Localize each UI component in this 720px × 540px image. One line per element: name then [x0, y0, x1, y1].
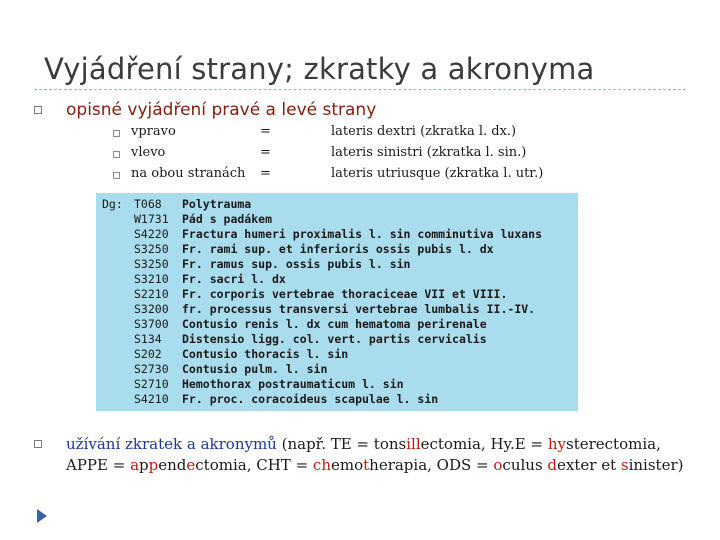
diagnosis-text: Contusio renis l. dx cum hematoma perirenale	[182, 317, 487, 331]
diagnosis-text: Fr. corporis vertebrae thoraciceae VII et VIII.	[182, 287, 508, 301]
diagnosis-code: S4220	[134, 227, 169, 241]
side-row	[113, 166, 673, 186]
diagnosis-code: S2730	[134, 362, 169, 376]
diagnosis-code: S134	[134, 332, 162, 346]
diagnosis-code: S2210	[134, 287, 169, 301]
abbreviation-text: exter et	[557, 456, 621, 474]
abbreviation-text: herapia, ODS =	[369, 456, 494, 474]
diagnosis-prefix: Dg:	[102, 197, 123, 211]
abbreviation-text: ectomia, Hy.E =	[420, 435, 548, 453]
abbreviation-text: emo	[330, 456, 364, 474]
abbreviation-letters: s	[620, 456, 629, 474]
side-term: na obou stranách	[131, 166, 246, 181]
abbreviation-text: inister)	[628, 456, 684, 474]
side-term: vpravo	[131, 124, 176, 139]
abbreviation-text: end	[158, 456, 187, 474]
side-definition: lateris dextri (zkratka l. dx.)	[331, 124, 517, 139]
abbreviation-letters: p	[148, 456, 159, 474]
abbreviation-text: p	[139, 456, 149, 474]
diagnosis-text: Fr. rami sup. et inferioris ossis pubis l. dx	[182, 242, 494, 256]
diagnosis-text: fr. processus transversi vertebrae lumbalis II.-IV.	[182, 302, 536, 316]
abbreviation-letters: hy	[547, 435, 566, 453]
diagnosis-code: T068	[134, 197, 162, 211]
diagnosis-code: S4210	[134, 392, 169, 406]
diagnosis-text: Distensio ligg. col. vert. partis cervicalis	[182, 332, 487, 346]
abbreviation-text: culus	[502, 456, 548, 474]
side-row	[113, 145, 673, 165]
diagnosis-text: Fr. proc. coracoideus scapulae l. sin	[182, 392, 439, 406]
sub-bullet-square-icon	[113, 130, 120, 137]
diagnosis-text: Contusio pulm. l. sin	[182, 362, 328, 376]
diagnosis-code: S3700	[134, 317, 169, 331]
diagnosis-text: Fr. ramus sup. ossis pubis l. sin	[182, 257, 411, 271]
abbreviation-letters: o	[493, 456, 503, 474]
diagnosis-code: S202	[134, 347, 162, 361]
side-definition: lateris sinistri (zkratka l. sin.)	[331, 145, 527, 160]
bullet-side-expression: opisné vyjádření pravé a levé strany	[66, 100, 377, 120]
title-divider	[34, 89, 686, 90]
side-equals: =	[260, 145, 271, 160]
diagnosis-code: S3200	[134, 302, 169, 316]
abbreviation-letters: d	[547, 456, 558, 474]
abbreviation-letters: ch	[312, 456, 331, 474]
diagnosis-code: S3210	[134, 272, 169, 286]
side-definition: lateris utriusque (zkratka l. utr.)	[331, 166, 544, 181]
bullet-square-icon	[34, 106, 42, 114]
bullet-square-icon	[34, 440, 42, 448]
side-term: vlevo	[131, 145, 166, 160]
abbreviation-letters: a	[130, 456, 140, 474]
abbreviation-text: APPE =	[66, 456, 131, 474]
diagnosis-box	[96, 193, 578, 411]
diagnosis-text: Polytrauma	[182, 197, 252, 211]
abbreviation-letters: ill	[406, 435, 421, 453]
abbreviation-letters: e	[186, 456, 196, 474]
sub-bullet-square-icon	[113, 151, 120, 158]
diagnosis-code: W1731	[134, 212, 169, 226]
diagnosis-text: Pád s padákem	[182, 212, 273, 226]
abbreviation-text: užívání zkratek a akronymů	[66, 435, 277, 453]
side-equals: =	[260, 166, 271, 181]
abbreviation-letters: t	[363, 456, 370, 474]
abbreviation-text: sterectomia,	[566, 435, 661, 453]
slide-title: Vyjádření strany; zkratky a akronyma	[44, 52, 595, 86]
abbreviation-text: (např. TE = tons	[276, 435, 407, 453]
abbreviation-text: ctomia, CHT =	[195, 456, 313, 474]
diagnosis-code: S3250	[134, 242, 169, 256]
diagnosis-code: S2710	[134, 377, 169, 391]
diagnosis-text: Fr. sacri l. dx	[182, 272, 286, 286]
side-equals: =	[260, 124, 271, 139]
bullet-abbreviations	[66, 434, 706, 476]
diagnosis-text: Contusio thoracis l. sin	[182, 347, 349, 361]
diagnosis-text: Hemothorax postraumaticum l. sin	[182, 377, 404, 391]
diagnosis-text: Fractura humeri proximalis l. sin comminutiva luxans	[182, 227, 543, 241]
sub-bullet-square-icon	[113, 172, 120, 179]
diagnosis-code: S3250	[134, 257, 169, 271]
side-row	[113, 124, 673, 144]
nav-arrow-icon[interactable]	[37, 509, 47, 523]
